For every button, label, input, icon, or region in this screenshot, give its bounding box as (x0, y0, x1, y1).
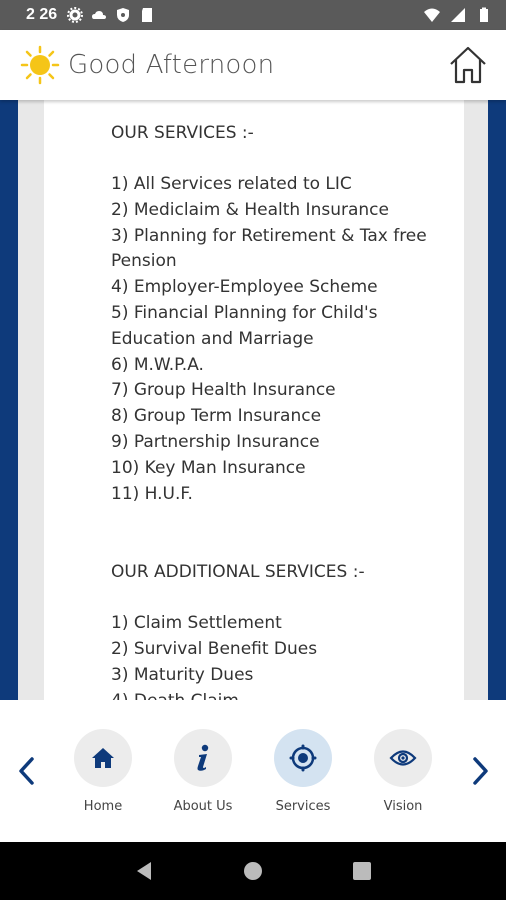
list-item: 4) Employer-Employee Scheme (111, 277, 378, 298)
list-item: 3) Planning for Retirement & Tax free Pension (111, 225, 427, 272)
status-system-icons (424, 7, 492, 23)
bottom-nav (0, 700, 506, 842)
signal-icon (450, 7, 466, 23)
sun-icon (20, 45, 60, 85)
status-notification-icons (67, 7, 155, 23)
additional-services-heading: OUR ADDITIONAL SERVICES :- (111, 562, 365, 583)
chevron-right-icon (468, 756, 492, 786)
nav-item-vision[interactable] (353, 729, 453, 814)
settings-icon (67, 7, 83, 23)
list-item: 11) H.U.F. (111, 483, 193, 504)
home-button[interactable] (446, 43, 490, 87)
services-list (111, 172, 464, 507)
list-item: 9) Partnership Insurance (111, 431, 320, 452)
nav-label: Vision (383, 798, 423, 814)
nav-circle-active (274, 729, 332, 787)
nav-prev-button[interactable] (0, 700, 53, 842)
nav-item-services[interactable] (253, 729, 353, 814)
android-nav-bar (0, 842, 506, 900)
content-area[interactable] (0, 100, 506, 700)
nav-items (53, 729, 453, 814)
list-item: 3) Maturity Dues (111, 664, 254, 685)
nav-label: About Us (173, 798, 233, 814)
sd-card-icon (139, 7, 155, 23)
list-item: 10) Key Man Insurance (111, 457, 306, 478)
services-card (44, 100, 464, 700)
nav-circle (174, 729, 232, 787)
status-bar (0, 0, 506, 30)
list-item: 1) Claim Settlement (111, 613, 282, 634)
services-heading: OUR SERVICES :- (111, 123, 254, 143)
nav-item-about-us[interactable] (153, 729, 253, 814)
back-icon[interactable] (133, 860, 155, 882)
battery-icon (476, 7, 492, 23)
shield-icon (115, 7, 131, 23)
status-time: 2 26 (26, 6, 58, 23)
info-icon (193, 744, 213, 772)
list-item: 2) Survival Benefit Dues (111, 639, 318, 660)
nav-next-button[interactable] (453, 700, 506, 842)
recents-icon[interactable] (351, 860, 373, 882)
eye-icon (390, 749, 416, 767)
section-spacer (111, 507, 464, 559)
list-item: 5) Financial Planning for Child's Education and Marriage (111, 302, 378, 349)
list-item: 1) All Services related to LIC (111, 174, 352, 194)
nav-label: Home (83, 798, 123, 814)
services-icon (290, 745, 316, 771)
greeting-text: Good Afternoon (68, 50, 275, 80)
wifi-icon (424, 7, 440, 23)
home-circle-icon[interactable] (242, 860, 264, 882)
nav-circle (374, 729, 432, 787)
list-item: 8) Group Term Insurance (111, 406, 322, 427)
list-item: 6) M.W.P.A. (111, 354, 204, 375)
app-header (0, 30, 506, 100)
home-icon (91, 747, 115, 769)
list-item: 2) Mediclaim & Health Insurance (111, 199, 389, 220)
cloud-icon (91, 7, 107, 23)
nav-circle (74, 729, 132, 787)
chevron-left-icon (15, 756, 39, 786)
home-outline-icon (448, 45, 488, 85)
nav-label: Services (275, 798, 331, 814)
list-item: 7) Group Health Insurance (111, 380, 336, 401)
nav-item-home[interactable] (53, 729, 153, 814)
